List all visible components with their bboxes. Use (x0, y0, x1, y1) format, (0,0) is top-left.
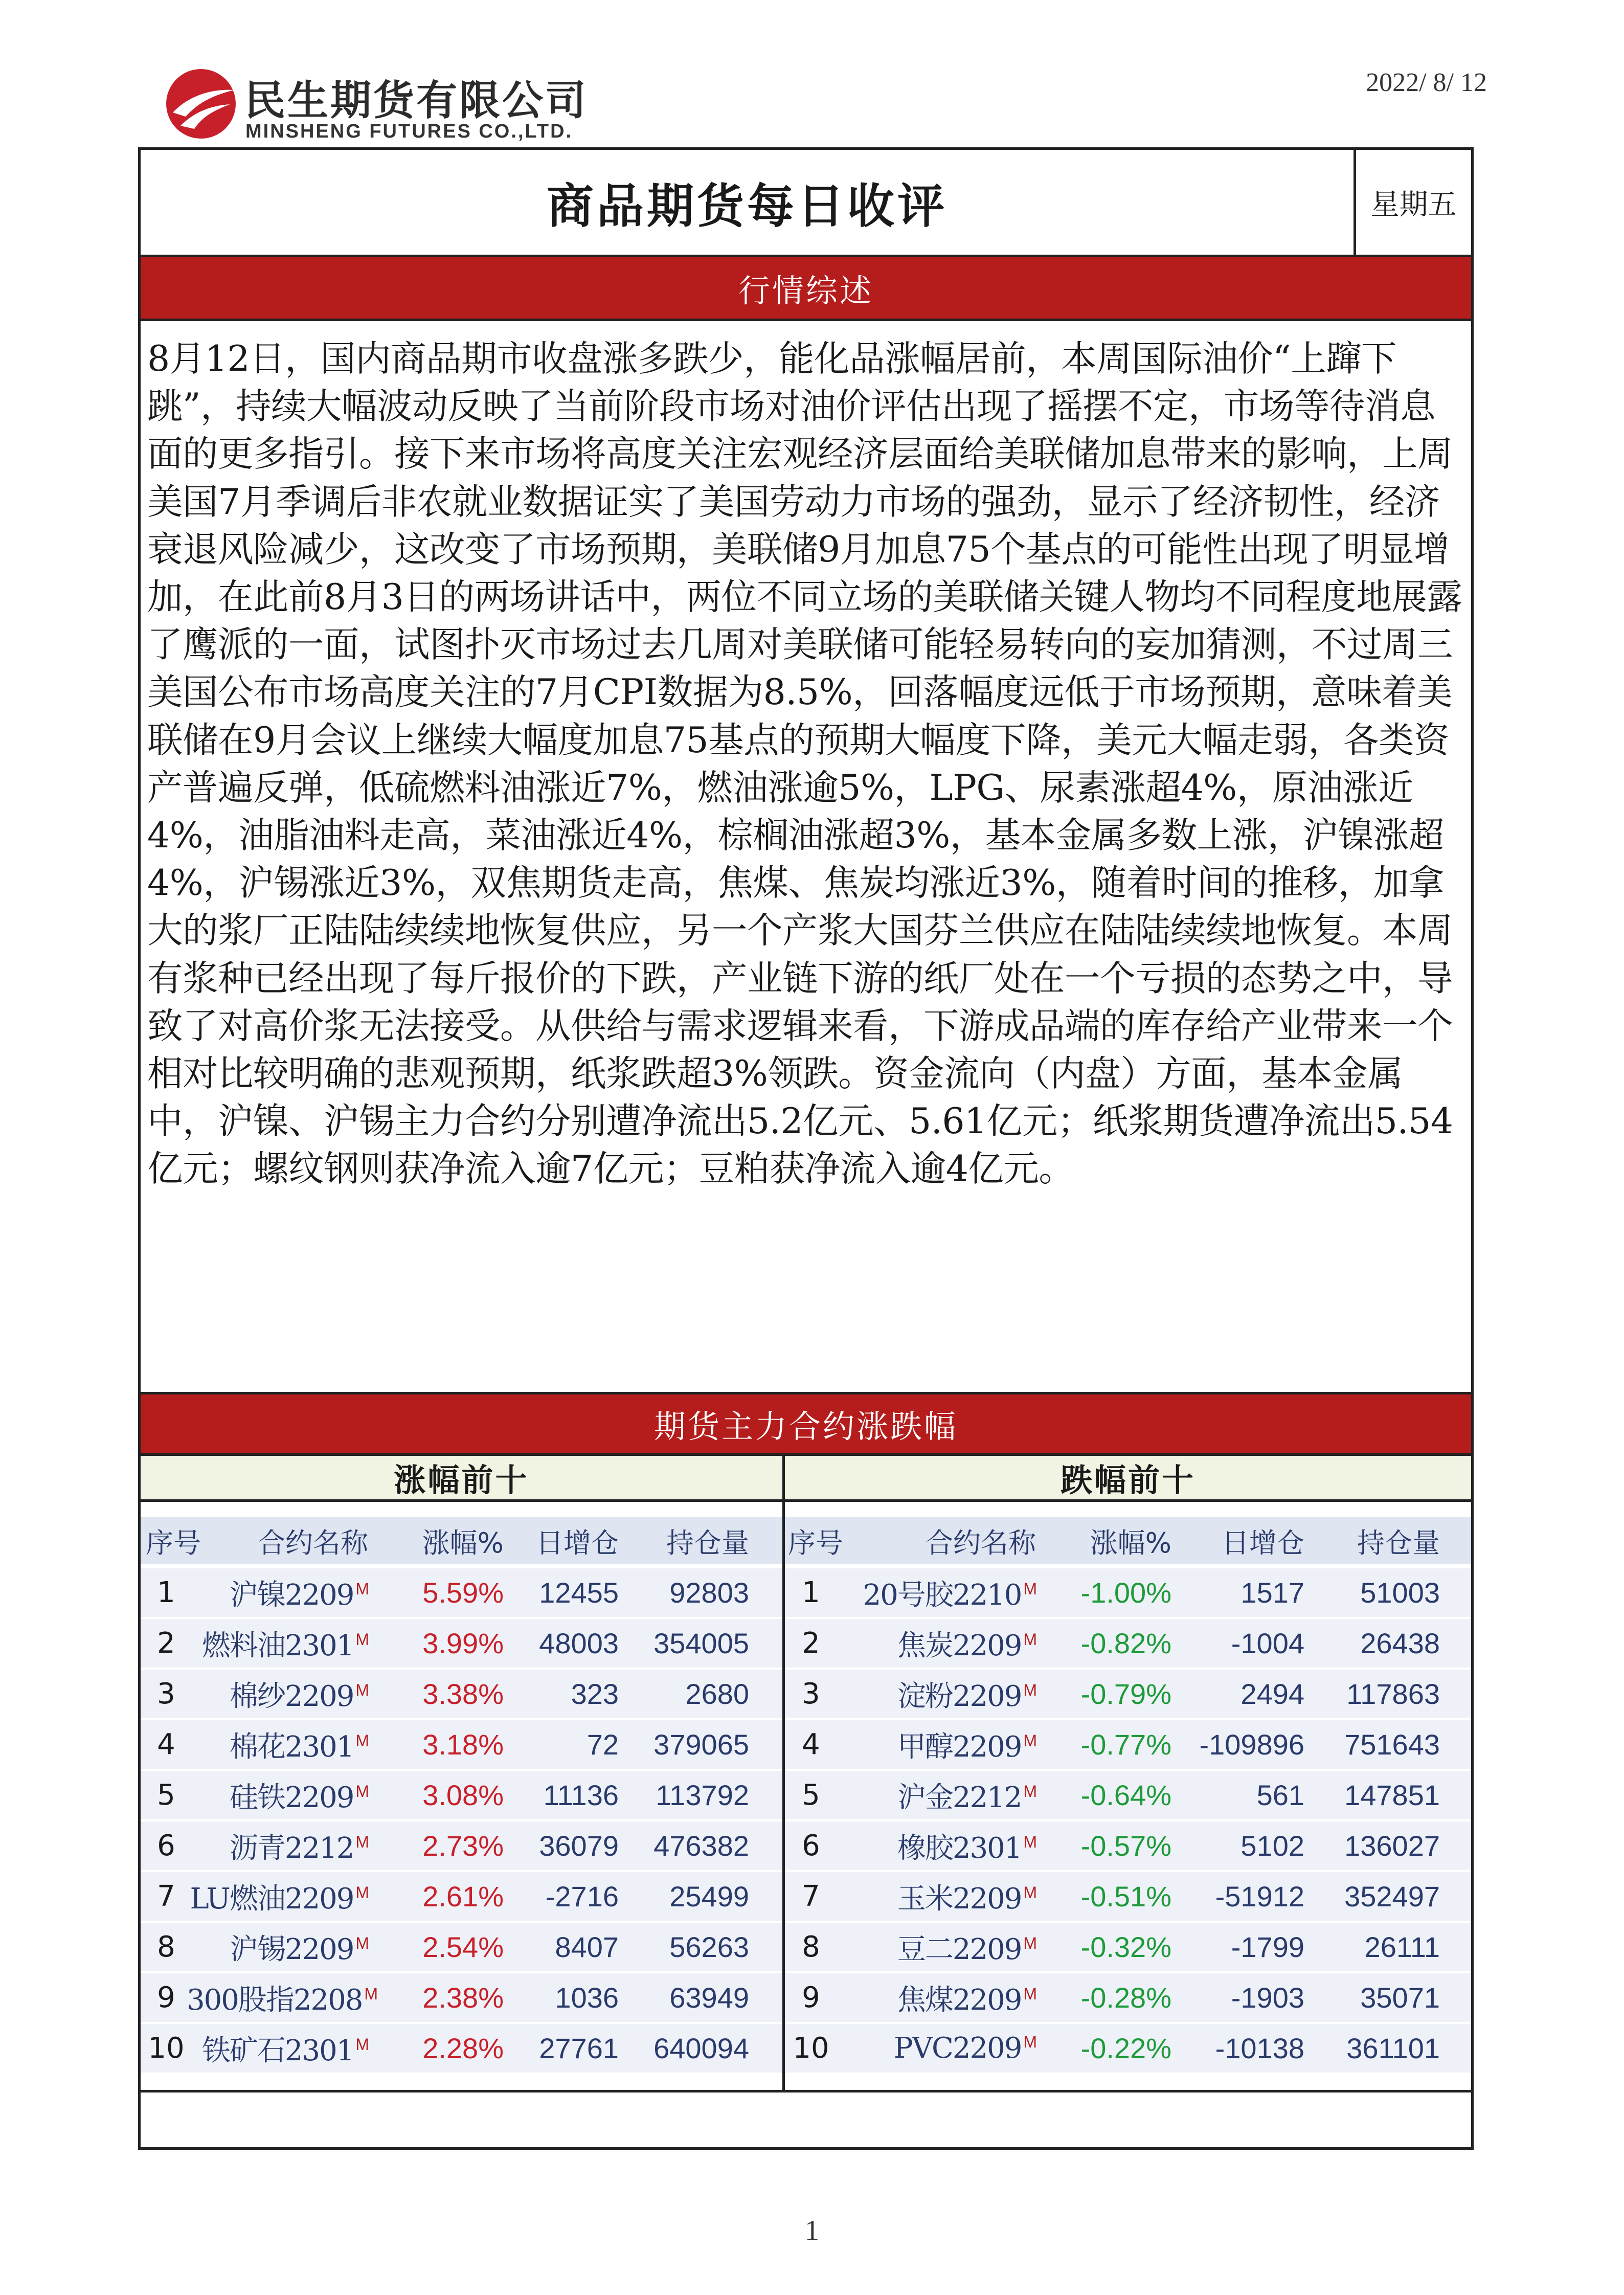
contract-name (834, 1623, 1036, 1664)
losers-panel (782, 1456, 1471, 2090)
change-pct: 5.59% (422, 1577, 504, 1609)
contract-name (187, 1572, 368, 1613)
gainers-rows (141, 1568, 782, 2075)
table-header (141, 1517, 782, 1568)
main-contract-mark: M (355, 1782, 368, 1801)
contract-name (187, 1876, 368, 1917)
open-interest: 476382 (653, 1830, 749, 1862)
open-interest: 113792 (656, 1779, 749, 1811)
main-contract-mark: M (1023, 1680, 1036, 1699)
change-pct: -0.28% (1080, 1982, 1171, 2014)
main-contract-mark: M (1023, 1832, 1036, 1851)
open-interest: 136027 (1344, 1830, 1440, 1862)
change-pct: -0.77% (1080, 1728, 1171, 1761)
contract-name-text: 橡胶2301 (897, 1831, 1022, 1865)
company-logo (163, 65, 643, 147)
main-contract-mark: M (1023, 1782, 1036, 1801)
daily-oi-change: 27761 (539, 2032, 619, 2064)
title-row (141, 150, 1471, 257)
main-contract-mark: M (364, 1984, 377, 2003)
contract-name (187, 1775, 368, 1816)
contract-name (834, 2032, 1036, 2065)
header-seq: 序号 (788, 1526, 843, 1559)
change-pct: -0.82% (1080, 1627, 1171, 1659)
contract-name-text: PVC2209 (893, 2032, 1022, 2065)
table-row (785, 1821, 1471, 1872)
row-seq: 5 (802, 1779, 820, 1812)
daily-oi-change: 1036 (555, 1982, 619, 2014)
main-contract-mark: M (355, 1630, 368, 1649)
open-interest: 63949 (669, 1982, 749, 2014)
contract-name (187, 1674, 368, 1715)
daily-oi-change: 5102 (1240, 1830, 1304, 1862)
change-pct: -1.00% (1080, 1577, 1171, 1609)
row-seq: 2 (157, 1627, 175, 1660)
row-seq: 10 (148, 2032, 185, 2065)
row-seq: 9 (157, 1981, 175, 2014)
open-interest: 640094 (653, 2032, 749, 2064)
row-seq: 3 (157, 1677, 175, 1711)
table-row (141, 1821, 782, 1872)
table-row (785, 1720, 1471, 1771)
contract-name (187, 1623, 368, 1664)
open-interest: 25499 (669, 1880, 749, 1912)
open-interest: 26111 (1364, 1931, 1440, 1963)
row-seq: 6 (157, 1829, 175, 1862)
row-seq: 8 (157, 1930, 175, 1964)
contract-name-text: 焦炭2209 (897, 1629, 1022, 1662)
open-interest: 92803 (669, 1577, 749, 1609)
row-seq: 7 (802, 1880, 820, 1913)
daily-oi-change: -51912 (1215, 1880, 1304, 1912)
daily-oi-change: 2494 (1240, 1678, 1304, 1710)
table-row (785, 1973, 1471, 2024)
header-hold: 持仓量 (666, 1526, 749, 1559)
row-seq: 4 (802, 1728, 820, 1761)
table-row (785, 1923, 1471, 1973)
daily-oi-change: 36079 (539, 1830, 619, 1862)
contract-name (834, 1927, 1036, 1968)
contract-name-text: 300股指2208 (187, 1983, 363, 2017)
change-pct: -0.79% (1080, 1678, 1171, 1710)
table-row (141, 1973, 782, 2024)
contract-name (187, 1977, 377, 2018)
change-pct: -0.22% (1080, 2032, 1171, 2064)
change-pct: -0.32% (1080, 1931, 1171, 1963)
header-pct: 涨幅% (422, 1526, 504, 1559)
contract-name-text: 淀粉2209 (897, 1679, 1022, 1713)
table-row (785, 1670, 1471, 1720)
change-pct: 2.61% (422, 1880, 504, 1912)
table-row (141, 1872, 782, 1923)
contract-name-text: 沪金2212 (897, 1781, 1022, 1814)
contract-name-text: 甲醇2209 (897, 1730, 1022, 1764)
open-interest: 352497 (1344, 1880, 1440, 1912)
table-row (141, 2024, 782, 2075)
main-contract-mark: M (1023, 1731, 1036, 1750)
table-row (141, 1720, 782, 1771)
daily-oi-change: 1517 (1240, 1577, 1304, 1609)
table-row (141, 1923, 782, 1973)
contract-name-text: 焦煤2209 (897, 1983, 1022, 2017)
header-hold: 持仓量 (1357, 1526, 1440, 1559)
contract-name (834, 1724, 1036, 1765)
table-row (141, 1568, 782, 1619)
company-name-en: MINSHENG FUTURES CO.,LTD. (245, 121, 573, 142)
daily-oi-change: -2716 (545, 1880, 619, 1912)
contract-name (834, 1572, 1036, 1613)
open-interest: 361101 (1346, 2032, 1440, 2064)
table-header (785, 1517, 1471, 1568)
change-pct: 3.18% (422, 1728, 504, 1761)
market-summary-text: 8月12日，国内商品期市收盘涨多跌少，能化品涨幅居前，本周国际油价“上蹿下跳”，持续大幅波动反映了当前阶段市场对油价评估出现了摇摆不定，市场等待消息面的更多指引。接下来市场将高度关注宏观经济层面给美联储加息带来的影响，上周美国7月季调后非农就业数据证实了美国劳动力市场的强劲，显示了经济韧性，经济衰退风险减少，这改变了市场预期，美联储9月加息75个基点的可能性出现了明显增加，在此前8月3日的两场讲话中，两位不同立场的美联储关键人物均不同程度地展露了鹰派的一面，试图扑灭市场过去几周对美联储可能轻易转向的妄加猜测，不过周三美国公布市场高度关注的7月CPI数据为8.5%，回落幅度远低于市场预期，意味着美联储在9月会议上继续大幅度加息75基点的预期大幅度下降，美元大幅走弱，各类资产普遍反弹，低硫燃料油涨近7%，燃油涨逾5%，LPG、尿素涨超4%，原油涨近4%，油脂油料走高，菜油涨近4%，棕榈油涨超3%，基本金属多数上涨，沪镍涨超4%，沪锡涨近3%，双焦期货走高，焦煤、焦炭均涨近3%，随着时间的推移，加拿大的浆厂正陆陆续续地恢复供应，另一个产浆大国芬兰供应在陆陆续续地恢复。本周有浆种已经出现了每斤报价的下跌，产业链下游的纸厂处在一个亏损的态势之中，导致了对高价浆无法接受。从供给与需求逻辑来看，下游成品端的库存给产业带来一个相对比较明确的悲观预期，纸浆跌超3%领跌。资金流向（内盘）方面，基本金属中，沪镍、沪锡主力合约分别遭净流出5.2亿元、5.61亿元；纸浆期货遭净流出5.54亿元；螺纹钢则获净流入逾7亿元；豆粕获净流入逾4亿元。 (147, 338, 1462, 1190)
contract-name (834, 1876, 1036, 1917)
daily-oi-change: 323 (571, 1678, 619, 1710)
contract-name-text: 燃料油2301 (201, 1629, 354, 1662)
contract-name-text: 硅铁2209 (229, 1781, 354, 1814)
daily-oi-change: 12455 (539, 1577, 619, 1609)
section-title-summary: 行情综述 (141, 257, 1471, 321)
open-interest: 147851 (1344, 1779, 1440, 1811)
losers-table (785, 1517, 1471, 2075)
main-contract-mark: M (355, 1731, 368, 1750)
change-pct: -0.64% (1080, 1779, 1171, 1811)
main-contract-mark: M (1023, 1984, 1036, 2003)
main-contract-mark: M (355, 1933, 368, 1952)
table-row (785, 2024, 1471, 2075)
change-pct: 2.73% (422, 1830, 504, 1862)
daily-oi-change: 8407 (555, 1931, 619, 1963)
main-contract-mark: M (355, 1680, 368, 1699)
contract-name-text: 20号胶2210 (863, 1578, 1022, 1612)
change-pct: 2.38% (422, 1982, 504, 2014)
main-contract-mark: M (355, 1883, 368, 1902)
change-pct: 3.08% (422, 1779, 504, 1811)
daily-oi-change: 11136 (543, 1779, 619, 1811)
main-contract-mark: M (1023, 2033, 1036, 2052)
gainers-table (141, 1517, 782, 2075)
open-interest: 51003 (1360, 1577, 1440, 1609)
change-pct: 3.38% (422, 1678, 504, 1710)
contract-name (834, 1826, 1036, 1866)
header-pct: 涨幅% (1090, 1526, 1171, 1559)
open-interest: 354005 (653, 1627, 749, 1659)
row-seq: 1 (802, 1576, 820, 1609)
table-row (141, 1771, 782, 1821)
row-seq: 4 (157, 1728, 175, 1761)
open-interest: 56263 (669, 1931, 749, 1963)
table-row (785, 1619, 1471, 1670)
daily-oi-change: 561 (1256, 1779, 1304, 1811)
main-contract-mark: M (1023, 1933, 1036, 1952)
open-interest: 26438 (1360, 1627, 1440, 1659)
change-pct: 3.99% (422, 1627, 504, 1659)
gainers-title: 涨幅前十 (141, 1456, 782, 1502)
report-date: 2022/ 8/ 12 (1366, 68, 1487, 97)
open-interest: 117863 (1346, 1678, 1440, 1710)
table-row (141, 1619, 782, 1670)
row-seq: 10 (793, 2032, 829, 2065)
daily-oi-change: -1903 (1231, 1982, 1304, 2014)
table-row (785, 1872, 1471, 1923)
main-contract-mark: M (355, 2035, 368, 2054)
change-pct: -0.51% (1080, 1880, 1171, 1912)
daily-oi-change: -1799 (1231, 1931, 1304, 1963)
header-inc: 日增仓 (536, 1526, 619, 1559)
row-seq: 1 (157, 1576, 175, 1609)
contract-name-text: 沪镍2209 (229, 1578, 354, 1612)
contract-name-text: 棉纱2209 (229, 1679, 354, 1713)
row-seq: 5 (157, 1779, 175, 1812)
main-contract-mark: M (355, 1832, 368, 1851)
main-contract-mark: M (1023, 1883, 1036, 1902)
contract-name-text: 玉米2209 (897, 1882, 1022, 1916)
contract-name (187, 1927, 368, 1968)
contract-name-text: 沪锡2209 (229, 1932, 354, 1966)
change-pct: 2.28% (422, 2032, 504, 2064)
losers-rows (785, 1568, 1471, 2075)
daily-oi-change: -10138 (1215, 2032, 1304, 2064)
row-seq: 6 (802, 1829, 820, 1862)
row-seq: 8 (802, 1930, 820, 1964)
table-row (785, 1568, 1471, 1619)
daily-oi-change: -1004 (1231, 1627, 1304, 1659)
row-seq: 9 (802, 1981, 820, 2014)
contract-name (834, 1775, 1036, 1816)
main-contract-mark: M (1023, 1630, 1036, 1649)
losers-title: 跌幅前十 (785, 1456, 1471, 1502)
table-row (785, 1771, 1471, 1821)
contract-name (187, 1724, 368, 1765)
table-row (141, 1670, 782, 1720)
contract-name-text: 豆二2209 (897, 1932, 1022, 1966)
main-contract-mark: M (355, 1579, 368, 1598)
row-seq: 2 (802, 1627, 820, 1660)
contract-name-text: LU燃油2209 (190, 1882, 354, 1916)
row-seq: 7 (157, 1880, 175, 1913)
gainers-panel (141, 1456, 782, 2090)
company-name-cn: 民生期货有限公司 (244, 77, 588, 124)
open-interest: 35071 (1360, 1982, 1440, 2014)
weekday: 星期五 (1354, 150, 1471, 255)
change-pct: -0.57% (1080, 1830, 1171, 1862)
contract-name (834, 1977, 1036, 2018)
daily-oi-change: -109896 (1199, 1728, 1304, 1761)
header-seq: 序号 (146, 1526, 201, 1559)
bottom-divider (141, 2090, 1471, 2092)
open-interest: 379065 (653, 1728, 749, 1761)
contract-name (187, 2028, 368, 2069)
contract-name-text: 棉花2301 (229, 1730, 354, 1764)
contract-name-text: 沥青2212 (229, 1831, 354, 1865)
daily-oi-change: 72 (587, 1728, 619, 1761)
contract-name (834, 1674, 1036, 1715)
minsheng-logo-icon (163, 65, 239, 142)
main-contract-mark: M (1023, 1579, 1036, 1598)
change-pct: 2.54% (422, 1931, 504, 1963)
header-name: 合约名称 (258, 1526, 368, 1559)
header-inc: 日增仓 (1222, 1526, 1304, 1559)
header-name: 合约名称 (926, 1526, 1036, 1559)
section-title-ranking: 期货主力合约涨跌幅 (141, 1392, 1471, 1456)
contract-name-text: 铁矿石2301 (201, 2034, 354, 2067)
open-interest: 751643 (1344, 1728, 1440, 1761)
page-title: 商品期货每日收评 (546, 178, 948, 234)
page-number: 1 (805, 2215, 819, 2246)
row-seq: 3 (802, 1677, 820, 1711)
open-interest: 2680 (685, 1678, 749, 1710)
contract-name (187, 1826, 368, 1866)
daily-oi-change: 48003 (539, 1627, 619, 1659)
